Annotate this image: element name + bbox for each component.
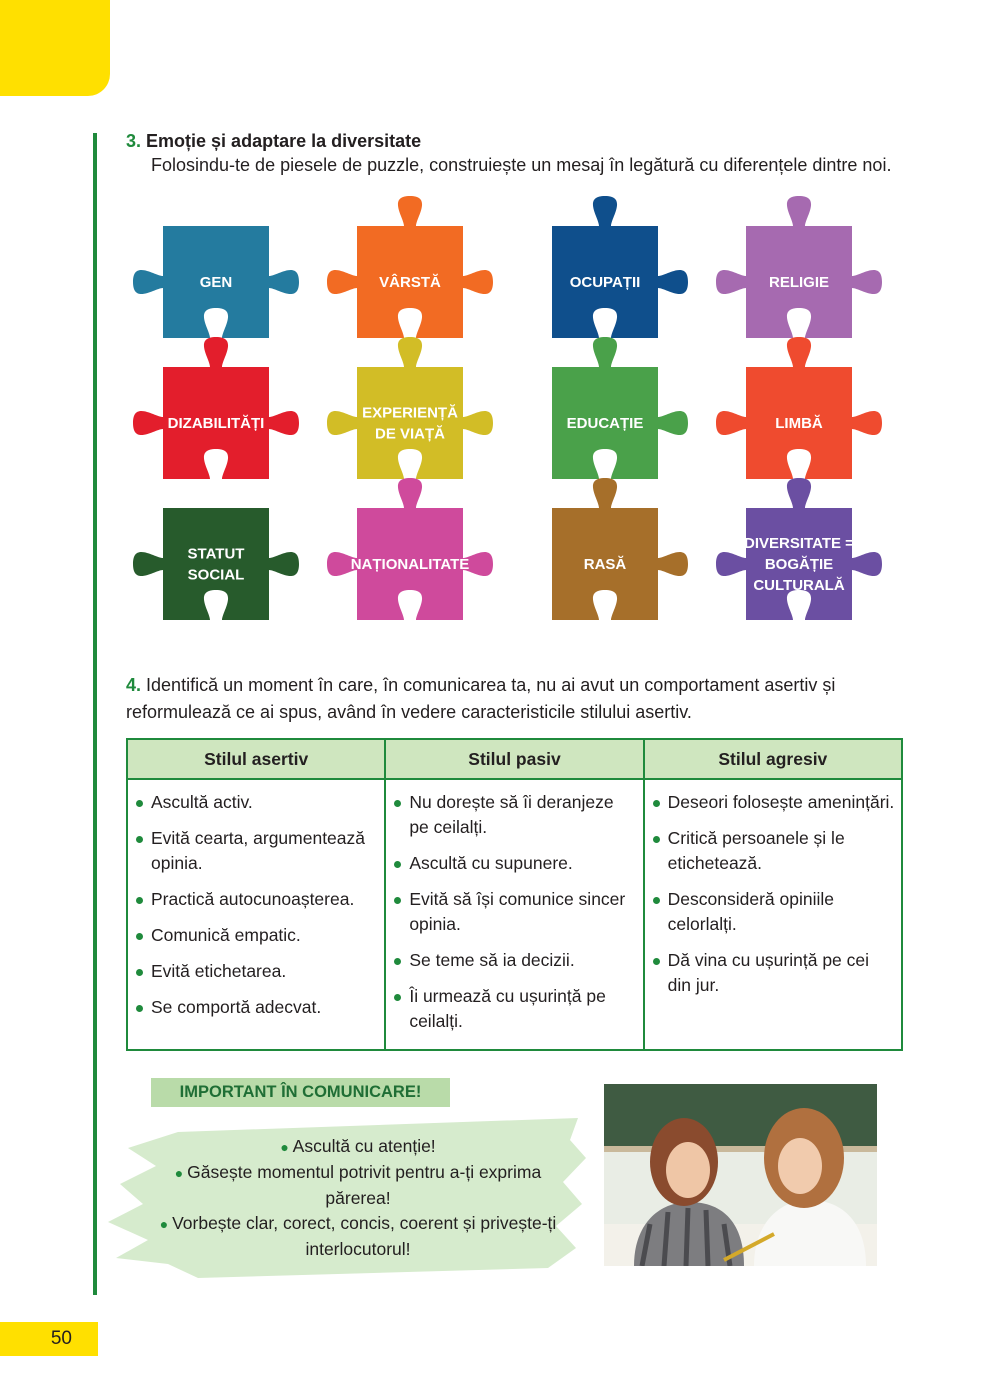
- page-number: 50: [0, 1322, 98, 1356]
- passive-column: [385, 779, 643, 1050]
- list-item: Evită să își comunice sincer opinia.: [392, 887, 636, 937]
- important-item: ● Găsește momentul potrivit pentru a-ți exprima părerea!: [174, 1162, 542, 1208]
- exercise-4-text: Identifică un moment în care, în comunicarea ta, nu ai avut un comportament asertiv și reformulează ce ai spus, având în vedere caracteristicile stilului asertiv.: [126, 675, 836, 722]
- aggressive-column: [644, 779, 902, 1050]
- communication-styles-table: [126, 738, 903, 1051]
- puzzle-shape: [327, 196, 493, 338]
- puzzle-piece-diversitate: [716, 478, 882, 620]
- important-list: [158, 1134, 558, 1262]
- puzzle-piece-ocupatii: [552, 196, 688, 338]
- exercise-3-instruction: Folosindu-te de piesele de puzzle, construiește un mesaj în legătură cu diferențele dintre noi.: [151, 155, 892, 175]
- important-title: IMPORTANT ÎN COMUNICARE!: [151, 1078, 450, 1107]
- puzzle-shape: [552, 196, 688, 338]
- list-item: Ascultă cu supunere.: [392, 851, 636, 876]
- students-photo: [604, 1084, 877, 1266]
- puzzle-label: DIZABILITĂȚI: [167, 415, 265, 432]
- exercise-3-title: Emoție și adaptare la diversitate: [146, 131, 422, 151]
- bullet-icon: ●: [280, 1139, 293, 1155]
- puzzle-piece-varsta: [327, 196, 493, 338]
- puzzle-label: RELIGIE: [768, 274, 830, 291]
- puzzle-label: STATUT: [187, 545, 245, 563]
- puzzle-label: OCUPAȚII: [569, 274, 641, 291]
- puzzle-label: DIVERSITATE =: [744, 535, 854, 552]
- puzzle-piece-nationalitate: [327, 478, 493, 620]
- list-item: Dă vina cu ușurință pe cei din jur.: [651, 948, 895, 998]
- puzzle-piece-rasa: [552, 478, 688, 620]
- list-item: Se teme să ia decizii.: [392, 948, 636, 973]
- puzzle-label: CULTURALĂ: [753, 577, 845, 594]
- puzzle-piece-experienta: [327, 337, 493, 479]
- puzzle-shape: [716, 196, 882, 338]
- list-item: Nu dorește să îi deranjeze pe ceilalți.: [392, 790, 636, 840]
- list-item: Se comportă adecvat.: [134, 995, 378, 1020]
- exercise-4-number: 4.: [126, 675, 142, 695]
- exercise-4: [126, 672, 916, 726]
- puzzle-piece-educatie: [552, 337, 688, 479]
- puzzle-piece-limba: [716, 337, 882, 479]
- puzzle-label: VÂRSTĂ: [379, 274, 441, 291]
- important-item: ● Ascultă cu atenție!: [280, 1136, 436, 1156]
- list-item: Deseori folosește amenințări.: [651, 790, 895, 815]
- puzzle-label: BOGĂȚIE: [764, 556, 834, 573]
- header-assertive: Stilul asertiv: [127, 739, 385, 779]
- list-item: Evită cearta, argumentează opinia.: [134, 826, 378, 876]
- important-item: ● Vorbește clar, corect, concis, coerent și privește-ți interlocutorul!: [159, 1213, 557, 1259]
- list-item: Practică autocunoașterea.: [134, 887, 378, 912]
- header-passive: Stilul pasiv: [385, 739, 643, 779]
- puzzle-piece-statut: [133, 508, 299, 620]
- exercise-3-number: 3.: [126, 131, 142, 151]
- puzzle-label: EDUCAȚIE: [566, 415, 644, 432]
- list-item: Desconsideră opiniile celorlalți.: [651, 887, 895, 937]
- puzzle-piece-gen: [133, 226, 299, 338]
- puzzle-label: RASĂ: [583, 556, 627, 573]
- puzzle-shape: [327, 478, 493, 620]
- puzzle-label: NAȚIONALITATE: [350, 556, 470, 573]
- puzzle-shape: [552, 478, 688, 620]
- list-item: Critică persoanele și le etichetează.: [651, 826, 895, 876]
- puzzle-shape: [133, 337, 299, 479]
- puzzle-shape: [133, 508, 299, 620]
- bullet-icon: ●: [174, 1165, 188, 1181]
- puzzle-label: LIMBĂ: [775, 415, 823, 432]
- puzzle-shape: [716, 337, 882, 479]
- list-item: Comunică empatic.: [134, 923, 378, 948]
- header-aggressive: Stilul agresiv: [644, 739, 902, 779]
- puzzle-label: GEN: [199, 274, 233, 291]
- puzzle-shape: [552, 337, 688, 479]
- list-item: Ascultă activ.: [134, 790, 378, 815]
- list-item: Îi urmează cu ușurință pe ceilalți.: [392, 984, 636, 1034]
- bullet-icon: ●: [159, 1216, 173, 1232]
- list-item: Evită etichetarea.: [134, 959, 378, 984]
- puzzle-piece-religie: [716, 196, 882, 338]
- puzzle-label: SOCIAL: [187, 566, 245, 584]
- puzzle-label: EXPERIENȚĂ: [362, 404, 458, 422]
- puzzle-piece-dizabilitati: [133, 337, 299, 479]
- assertive-column: [127, 779, 385, 1050]
- puzzle-label: DE VIAȚĂ: [374, 425, 446, 443]
